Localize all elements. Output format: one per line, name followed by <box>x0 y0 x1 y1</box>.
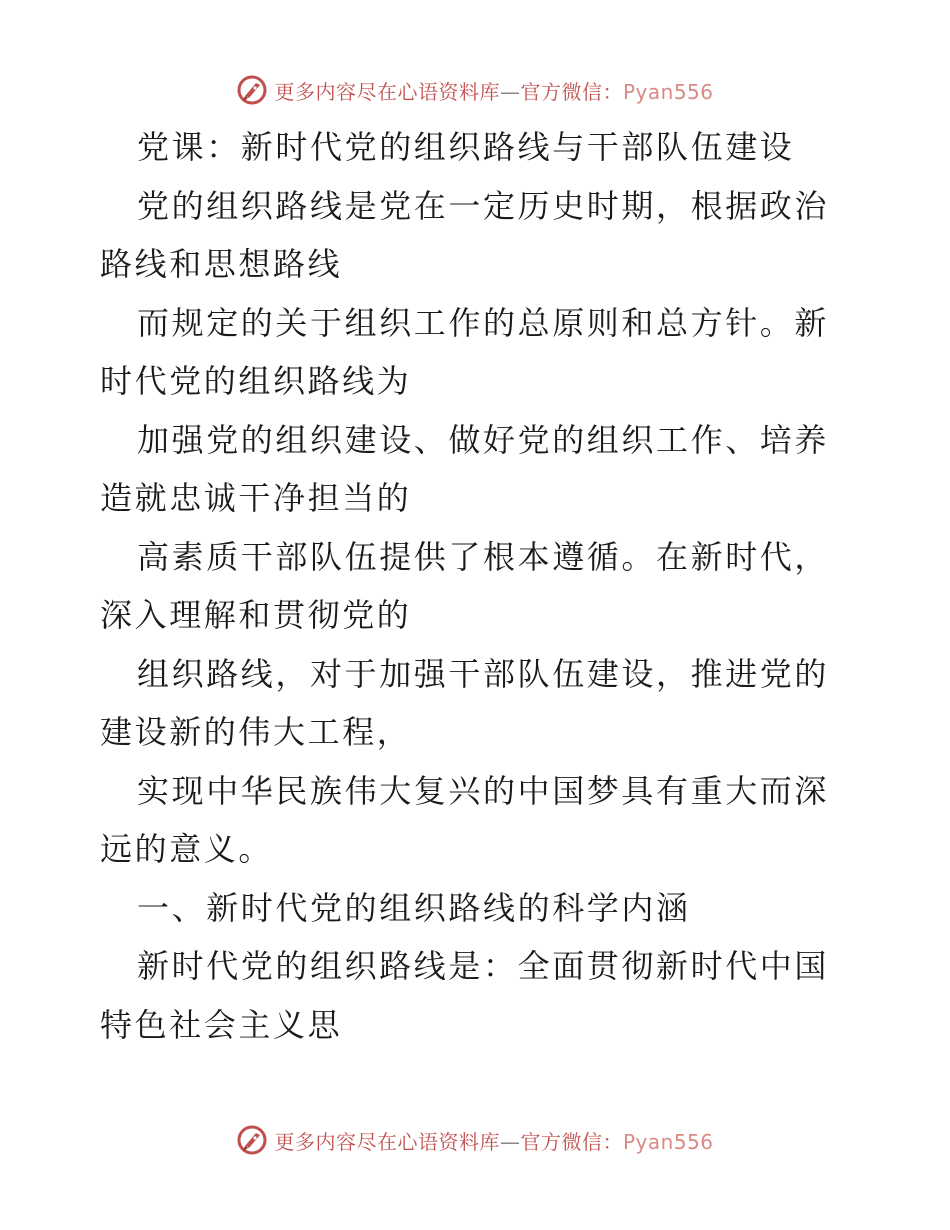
header-banner <box>0 70 950 110</box>
footer-banner <box>0 1120 950 1160</box>
banner-contact-label: 官方微信： <box>520 1129 623 1154</box>
section-heading: 一、新时代党的组织路线的科学内涵 <box>137 888 691 927</box>
document-body <box>100 118 860 1054</box>
banner-separator: — <box>499 1129 521 1154</box>
paragraph: 党的组织路线是党在一定历史时期，根据政治路线和思想路线 <box>100 186 830 283</box>
banner-text <box>274 76 713 105</box>
banner-site-text: 更多内容尽在心语资料库 <box>274 79 500 104</box>
quill-pen-circle-icon <box>236 74 268 106</box>
banner-contact-id: Pyan556 <box>622 1129 714 1154</box>
paragraph: 加强党的组织建设、做好党的组织工作、培养造就忠诚干净担当的 <box>100 420 830 517</box>
paragraph: 组织路线，对于加强干部队伍建设，推进党的建设新的伟大工程， <box>100 654 830 751</box>
paragraph: 实现中华民族伟大复兴的中国梦具有重大而深远的意义。 <box>100 771 830 868</box>
paragraph: 新时代党的组织路线是：全面贯彻新时代中国特色社会主义思 <box>100 947 830 1044</box>
banner-text <box>274 1126 713 1155</box>
paragraph: 而规定的关于组织工作的总原则和总方针。新时代党的组织路线为 <box>100 303 830 400</box>
quill-pen-circle-icon <box>236 1124 268 1156</box>
document-title: 党课：新时代党的组织路线与干部队伍建设 <box>137 128 795 166</box>
banner-site-text: 更多内容尽在心语资料库 <box>274 1129 500 1154</box>
banner-contact-label: 官方微信： <box>520 79 623 104</box>
paragraph: 高素质干部队伍提供了根本遵循。在新时代，深入理解和贯彻党的 <box>100 537 830 634</box>
banner-separator: — <box>499 79 521 104</box>
banner-contact-id: Pyan556 <box>622 79 714 104</box>
